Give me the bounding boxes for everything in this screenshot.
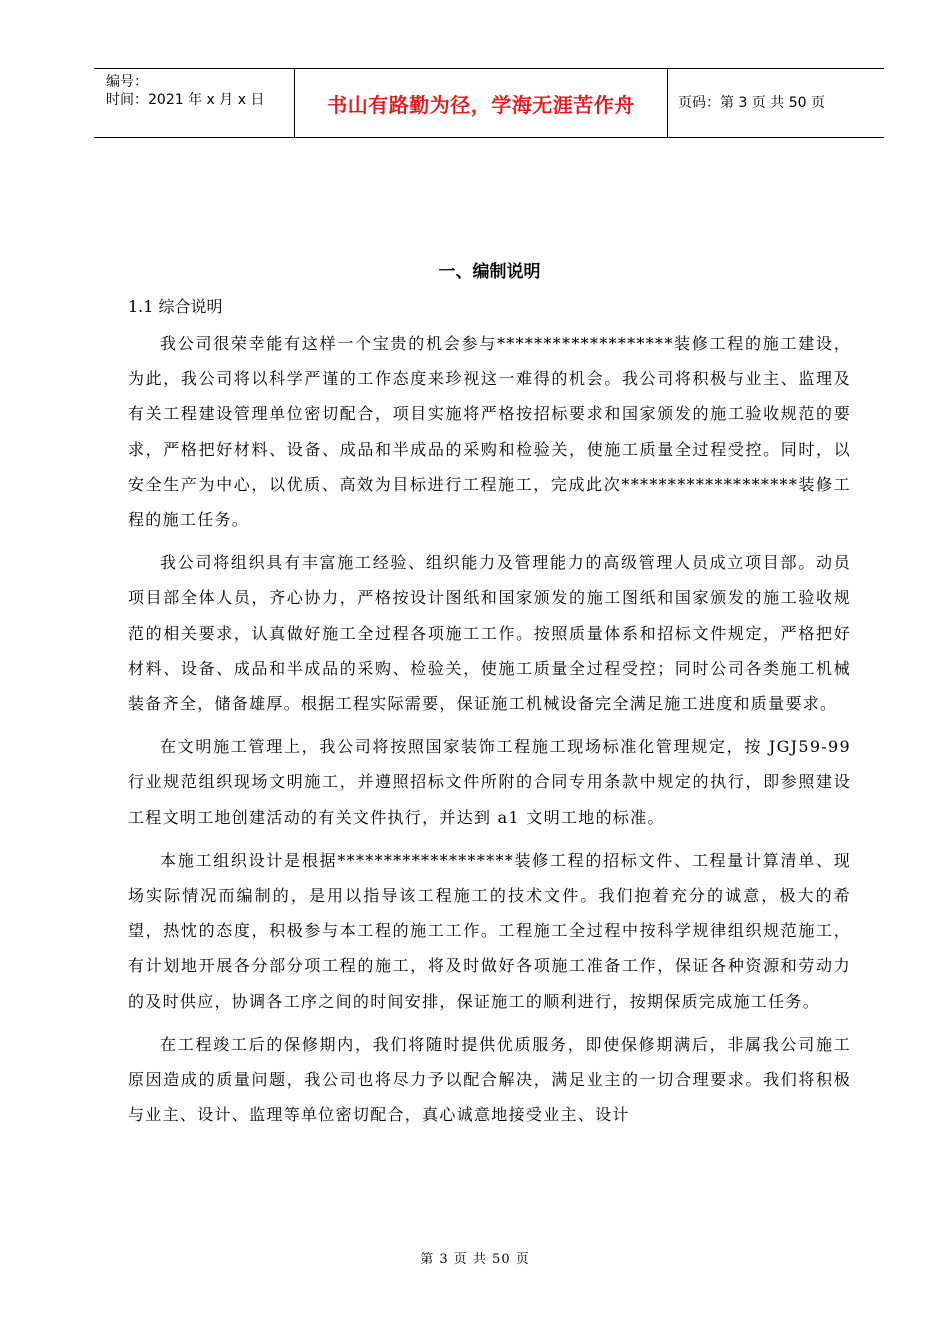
paragraph: 本施工组织设计是根据*******************装修工程的招标文件、工程量计算清单、现场实际情况而编制的，是用以指导该工程施工的技术文件。我们抱着充分的诚意，极大的希望，热忱的态度，积极参与本工程的施工工作。工程施工全过程中按科学规律组织规范施工，有计划地开展各分部分项工程的施工，将及时做好各项施工准备工作，保证各种资源和劳动力的及时供应，协调各工序之间的时间安排，保证施工的顺利进行，按期保质完成施工任务。	[128, 850, 851, 1011]
header-page-cell	[668, 69, 884, 137]
section-title: 一、编制说明	[438, 262, 541, 282]
serial-number-label: 编号：	[106, 74, 148, 90]
paragraph: 我公司将组织具有丰富施工经验、组织能力及管理能力的高级管理人员成立项目部。动员项目部全体人员，齐心协力，严格按设计图纸和国家颁发的施工图纸和国家颁发的施工验收规范的相关要求，认真做好施工全过程各项施工工作。按照质量体系和招标文件规定，严格把好材料、设备、成品和半成品的采购、检验关，使施工质量全过程受控；同时公司各类施工机械装备齐全，储备雄厚。根据工程实际需要，保证施工机械设备完全满足施工进度和质量要求。	[128, 553, 851, 714]
subsection-title: 1.1 综合说明	[128, 297, 223, 316]
page-header	[94, 68, 884, 138]
header-motto-cell	[295, 69, 668, 137]
paragraph: 在文明施工管理上，我公司将按照国家装饰工程施工现场标准化管理规定，按 JGJ59-99 行业规范组织现场文明施工，并遵照招标文件所附的合同专用条款中规定的执行，即参照建设工程文明工地创建活动的有关文件执行，并达到 a1 文明工地的标准。	[128, 737, 851, 827]
paragraph: 在工程竣工后的保修期内，我们将随时提供优质服务，即使保修期满后，非属我公司施工原因造成的质量问题，我公司也将尽力予以配合解决，满足业主的一切合理要求。我们将积极与业主、设计、监理等单位密切配合，真心诚意地接受业主、设计	[128, 1034, 851, 1125]
page-footer: 第 3 页 共 50 页	[420, 1252, 530, 1267]
document-body	[128, 256, 851, 1140]
paragraph: 我公司很荣幸能有这样一个宝贵的机会参与*******************装修工程的施工建设，为此，我公司将以科学严谨的工作态度来珍视这一难得的机会。我公司将积极与业主、监理及有关工程建设管理单位密切配合，项目实施将严格按招标要求和国家颁发的施工验收规范的要求，严格把好材料、设备、成品和半成品的采购和检验关，使施工质量全过程受控。同时，以安全生产为中心，以优质、高效为目标进行工程施工，完成此次*******************装修工程的施工任务。	[128, 334, 851, 530]
date-line: 时间：2021 年 x 月 x 日	[106, 92, 265, 108]
header-page-info: 页码：第 3 页 共 50 页	[678, 94, 825, 111]
header-meta-cell	[94, 69, 295, 137]
header-motto: 书山有路勤为径，学海无涯苦作舟	[327, 92, 635, 117]
